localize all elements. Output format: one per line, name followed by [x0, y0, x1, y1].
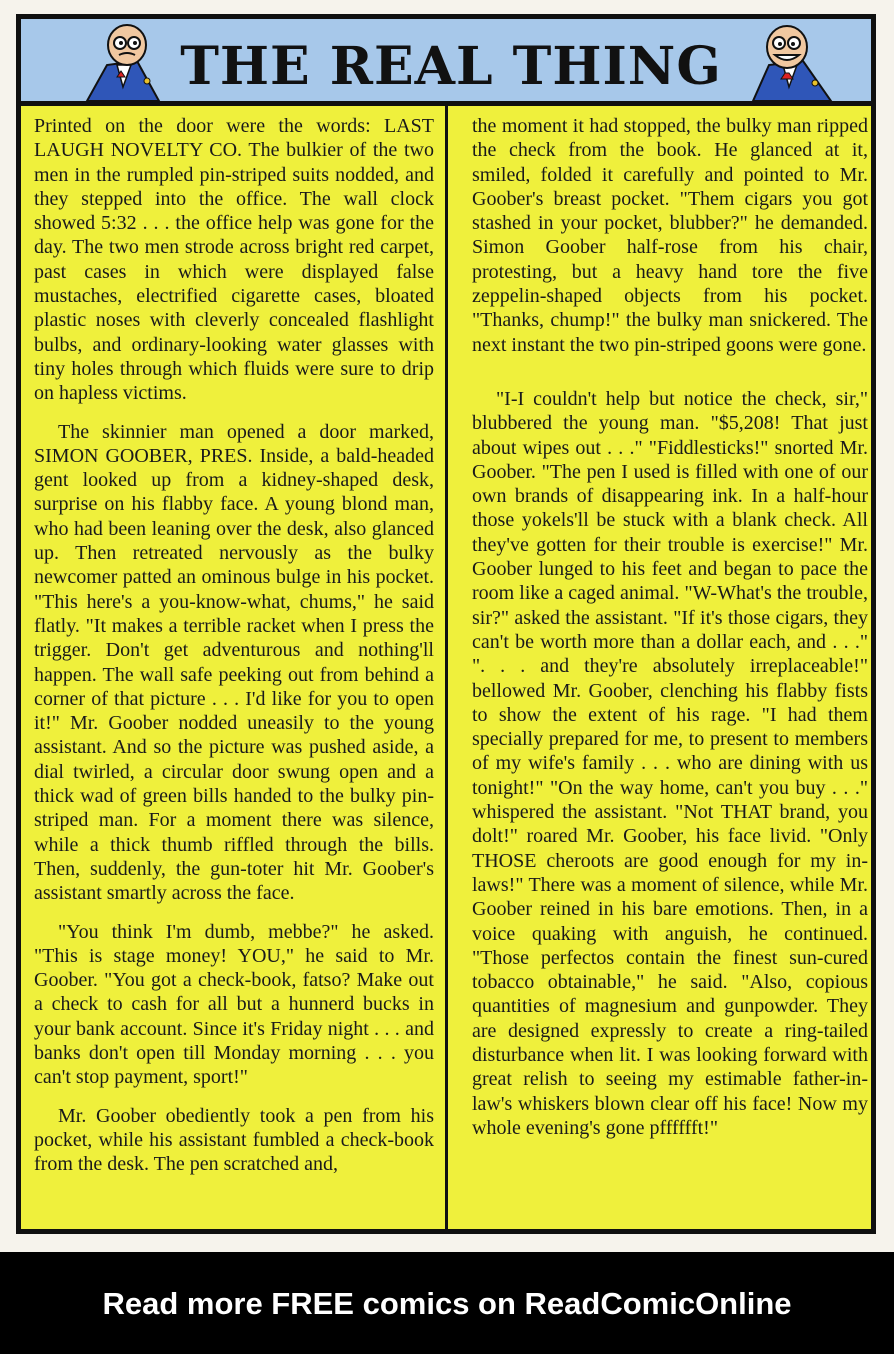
story-paragraph: "You think I'm dumb, mebbe?" he asked. "This is stage money! YOU," he said to Mr. Goober. "You got a check-book, fatso? Make out a check to cash for all but a hunnerd bucks in your bank account. Since it's Friday night . . . and banks don't open till Monday morning . . . you can't stop payment, sport!" — [34, 920, 434, 1089]
story-column-right — [472, 114, 868, 1154]
story-paragraph: Mr. Goober obediently took a pen from his pocket, while his assistant fumbled a check-book from the desk. The pen scratched and, — [34, 1104, 434, 1176]
story-column-left — [34, 114, 434, 1190]
promo-footer — [0, 1252, 894, 1354]
story-paragraph: Printed on the door were the words: LAST LAUGH NOVELTY CO. The bulkier of the two men in the rumpled pin-striped suits nodded, and they stepped into the office. The wall clock showed 5:32 . . . the office help was gone for the day. The two men strode across bright red carpet, past cases in which were displayed false mustaches, electrified cigarette cases, bloated plastic noses with cleverly concealed flashlight bulbs, and ordinary-looking water glasses with tiny holes through which fluids were sure to drip on hapless victims. — [34, 115, 434, 405]
story-paragraph: The skinnier man opened a door marked, SIMON GOOBER, PRES. Inside, a bald-headed gent looked up from a kidney-shaped desk, surprise on his flabby face. A young blond man, who had been leaning over the desk, also glanced up. Then retreated nervously as the bulky newcomer patted an ominous bulge in his pocket. "This here's a you-know-what, chums," he said flatly. "It makes a terrible racket when I press the trigger. Don't get adventurous and nothing'll happen. The wall safe peeking out from behind a corner of that picture . . . I'd like for you to open it!" Mr. Goober nodded uneasily to the young assistant. And so the picture was pushed aside, a dial twirled, a circular door swung open and a thick wad of green bills handed to the bulky pin-striped man. For a moment there was silence, while a thick thumb riffled through the bills. Then, suddenly, the gun-toter hit Mr. Goober's assistant smartly across the face. — [34, 420, 434, 905]
page-title: THE REAL THING — [180, 36, 722, 97]
promo-link[interactable]: Read more FREE comics on ReadComicOnline — [102, 1286, 792, 1321]
goober-mascot-right-icon — [731, 21, 841, 101]
title-banner — [16, 14, 876, 106]
story-paragraph: the moment it had stopped, the bulky man ripped the check from the book. He glanced at it, smiled, folded it carefully and pointed to Mr. Goober's breast pocket. "Them cigars you got stashed in your pocket, blubber?" he demanded. Simon Goober half-rose from his chair, protesting, but a heavy hand tore the five zeppelin-shaped objects from his pocket. "Thanks, chump!" the bulky man snickered. The next instant the two pin-striped goons were gone. — [472, 115, 868, 356]
column-divider — [445, 106, 448, 1232]
story-paragraph: "I-I couldn't help but notice the check, sir," blubbered the young man. "$5,208! That just about wipes out . . ." "Fiddlesticks!" snorted Mr. Goober. "The pen I used is filled with one of our own brands of disappearing ink. In a half-hour those yokels'll be stuck with a blank check. All they've gotten for their trouble is exercise!" Mr. Goober lunged to his feet and began to pace the room like a caged animal. "W-What's the trouble, sir?" asked the assistant. "If it's those cigars, they can't be worth more than a dollar each, and . . ." ". . . and they're absolutely irreplaceable!" bellowed Mr. Goober, clenching his flabby fists to show the extent of his rage. "I had them specially prepared for me, to present to members of my wife's family . . . who are dining with us tonight!" "On the way home, can't you buy . . ." whispered the assistant. "Not THAT brand, you dolt!" roared Mr. Goober, his face livid. "Only THOSE cheroots are good enough for my in-laws!" There was a moment of silence, while Mr. Goober reined in his bare emotions. Then, in a voice quaking with anguish, he continued. "Those perfectos contain the finest sun-cured tobacco obtainable," he said. "Also, copious quantities of magnesium and gunpowder. They are designed expressly to create a ring-tailed disturbance when lit. I was looking forward with great relish to seeing my estimable father-in-law's whiskers blown clear off his face! Now my whole evening's gone pfffffft!" — [472, 387, 868, 1139]
